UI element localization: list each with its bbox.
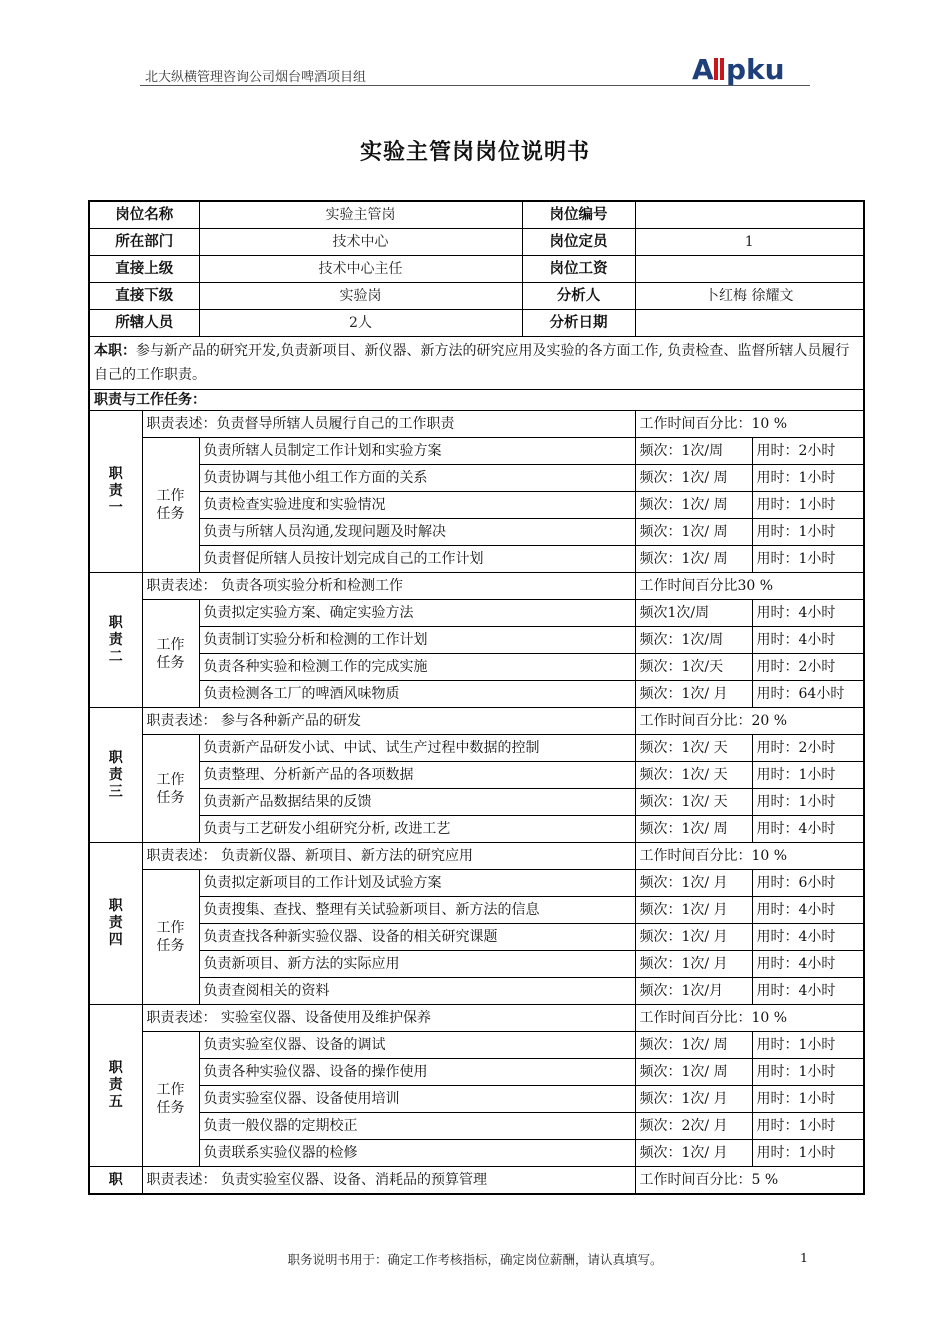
task-row <box>89 735 864 762</box>
task-frequency: 频次：1次/周 <box>635 438 752 465</box>
task-frequency: 频次：1次/ 月 <box>635 1086 752 1113</box>
info-value <box>635 201 864 229</box>
task-text: 负责新产品研发小试、中试、试生产过程中数据的控制 <box>199 735 635 762</box>
work-task-label <box>142 600 199 708</box>
task-frequency: 频次：1次/ 周 <box>635 546 752 573</box>
task-row <box>89 897 864 924</box>
duty-heading-text: 职责一 <box>108 466 123 516</box>
task-duration: 用时：2小时 <box>752 438 864 465</box>
task-row <box>89 1086 864 1113</box>
header-rule <box>140 85 810 86</box>
duty-desc-row <box>89 573 864 600</box>
duty-desc-row <box>89 843 864 870</box>
work-task-text: 工作任务 <box>156 771 185 806</box>
task-duration: 用时：1小时 <box>752 519 864 546</box>
task-frequency: 频次：1次/周 <box>635 627 752 654</box>
task-duration: 用时：2小时 <box>752 735 864 762</box>
info-label: 所在部门 <box>89 229 199 256</box>
task-row <box>89 492 864 519</box>
task-row <box>89 762 864 789</box>
task-duration: 用时：4小时 <box>752 627 864 654</box>
job-description-table <box>88 200 865 1195</box>
task-frequency: 频次：1次/月 <box>635 978 752 1005</box>
allpku-logo <box>690 52 810 86</box>
task-frequency: 频次：1次/ 周 <box>635 816 752 843</box>
duty-description: 职责表述： 参与各种新产品的研发 <box>142 708 635 735</box>
task-row <box>89 951 864 978</box>
task-frequency: 频次：1次/ 天 <box>635 762 752 789</box>
task-text: 负责所辖人员制定工作计划和实验方案 <box>199 438 635 465</box>
task-duration: 用时：1小时 <box>752 1059 864 1086</box>
info-value: 实验岗 <box>199 283 522 310</box>
info-label: 分析日期 <box>522 310 635 337</box>
task-duration: 用时：1小时 <box>752 492 864 519</box>
task-row <box>89 627 864 654</box>
task-text: 负责实验室仪器、设备的调试 <box>199 1032 635 1059</box>
duty-heading-text: 职责二 <box>108 614 123 665</box>
task-text: 负责协调与其他小组工作方面的关系 <box>199 465 635 492</box>
task-text: 负责新产品数据结果的反馈 <box>199 789 635 816</box>
duty-heading <box>89 573 142 708</box>
task-frequency: 频次：1次/ 月 <box>635 924 752 951</box>
task-row <box>89 654 864 681</box>
duty-description: 职责表述：负责督导所辖人员履行自己的工作职责 <box>142 411 635 438</box>
task-row <box>89 600 864 627</box>
task-duration: 用时：4小时 <box>752 816 864 843</box>
duty-heading <box>89 708 142 843</box>
task-row <box>89 1140 864 1167</box>
duty-heading-text: 职责三 <box>108 749 123 800</box>
info-value: 卜红梅 徐耀文 <box>635 283 864 310</box>
duty-heading-text: 职责五 <box>108 1060 123 1110</box>
task-frequency: 频次：1次/ 天 <box>635 735 752 762</box>
task-text: 负责联系实验仪器的检修 <box>199 1140 635 1167</box>
task-text: 负责拟定实验方案、确定实验方法 <box>199 600 635 627</box>
task-text: 负责整理、分析新产品的各项数据 <box>199 762 635 789</box>
task-frequency: 频次：1次/ 周 <box>635 465 752 492</box>
work-task-label <box>142 870 199 1005</box>
duty-time-percent: 工作时间百分比：10 % <box>635 411 864 438</box>
task-text: 负责检测各工厂的啤酒风味物质 <box>199 681 635 708</box>
summary-text: 参与新产品的研究开发,负责新项目、新仪器、新方法的研究应用及实验的各方面工作, 负责检查、监督所辖人员履行自己的工作职责。 <box>94 343 850 383</box>
work-task-label <box>142 1032 199 1167</box>
task-duration: 用时：1小时 <box>752 465 864 492</box>
task-row <box>89 1059 864 1086</box>
task-duration: 用时：64小时 <box>752 681 864 708</box>
duty-desc-row <box>89 708 864 735</box>
info-value: 2人 <box>199 310 522 337</box>
task-duration: 用时：1小时 <box>752 1086 864 1113</box>
task-text: 负责查找各种新实验仪器、设备的相关研究课题 <box>199 924 635 951</box>
task-row <box>89 465 864 492</box>
task-duration: 用时：1小时 <box>752 546 864 573</box>
info-value: 技术中心 <box>199 229 522 256</box>
task-row <box>89 681 864 708</box>
task-frequency: 频次1次/周 <box>635 600 752 627</box>
task-frequency: 频次：2次/ 月 <box>635 1113 752 1140</box>
work-task-text: 工作任务 <box>156 488 185 522</box>
task-duration: 用时：4小时 <box>752 600 864 627</box>
duty-heading: 职 <box>89 1167 142 1195</box>
duty-heading <box>89 1005 142 1167</box>
info-value: 实验主管岗 <box>199 201 522 229</box>
duty-heading <box>89 843 142 1005</box>
task-row <box>89 924 864 951</box>
summary-label: 本职： <box>94 343 136 359</box>
task-text: 负责搜集、查找、整理有关试验新项目、新方法的信息 <box>199 897 635 924</box>
footer-note: 职务说明书用于：确定工作考核指标，确定岗位薪酬，请认真填写。 <box>287 1252 663 1267</box>
info-label: 岗位工资 <box>522 256 635 283</box>
duties-title: 职责与工作任务： <box>89 390 864 411</box>
task-text: 负责与所辖人员沟通,发现问题及时解决 <box>199 519 635 546</box>
duty-desc-row <box>89 1005 864 1032</box>
duty-heading <box>89 411 142 573</box>
task-frequency: 频次：1次/ 月 <box>635 897 752 924</box>
task-text: 负责督促所辖人员按计划完成自己的工作计划 <box>199 546 635 573</box>
info-value: 1 <box>635 229 864 256</box>
info-label: 岗位编号 <box>522 201 635 229</box>
task-frequency: 频次：1次/ 周 <box>635 519 752 546</box>
task-row <box>89 519 864 546</box>
svg-text:pku: pku <box>726 53 785 86</box>
task-duration: 用时：4小时 <box>752 951 864 978</box>
duty-time-percent: 工作时间百分比：5 % <box>635 1167 864 1195</box>
work-task-label <box>142 438 199 573</box>
work-task-text: 工作任务 <box>156 920 185 954</box>
task-text: 负责各种实验仪器、设备的操作使用 <box>199 1059 635 1086</box>
task-row <box>89 789 864 816</box>
info-label: 所辖人员 <box>89 310 199 337</box>
page-number: 1 <box>800 1250 808 1265</box>
duty-desc-row <box>89 411 864 438</box>
task-text: 负责检查实验进度和实验情况 <box>199 492 635 519</box>
task-text: 负责拟定新项目的工作计划及试验方案 <box>199 870 635 897</box>
task-text: 负责与工艺研发小组研究分析, 改进工艺 <box>199 816 635 843</box>
task-frequency: 频次：1次/天 <box>635 654 752 681</box>
info-row <box>89 256 864 283</box>
task-frequency: 频次：1次/ 周 <box>635 492 752 519</box>
info-row <box>89 229 864 256</box>
task-frequency: 频次：1次/ 月 <box>635 1140 752 1167</box>
task-frequency: 频次：1次/ 周 <box>635 1032 752 1059</box>
page-title: 实验主管岗岗位说明书 <box>359 140 590 165</box>
task-row <box>89 1113 864 1140</box>
task-duration: 用时：1小时 <box>752 1032 864 1059</box>
task-duration: 用时：4小时 <box>752 978 864 1005</box>
info-label: 分析人 <box>522 283 635 310</box>
duty-time-percent: 工作时间百分比：10 % <box>635 843 864 870</box>
info-label: 直接下级 <box>89 283 199 310</box>
task-duration: 用时：1小时 <box>752 789 864 816</box>
task-frequency: 频次：1次/ 月 <box>635 870 752 897</box>
duty-time-percent: 工作时间百分比30 % <box>635 573 864 600</box>
info-label: 岗位定员 <box>522 229 635 256</box>
task-row <box>89 978 864 1005</box>
task-duration: 用时：4小时 <box>752 897 864 924</box>
duty-description: 职责表述： 负责实验室仪器、设备、消耗品的预算管理 <box>142 1167 635 1195</box>
task-text: 负责新项目、新方法的实际应用 <box>199 951 635 978</box>
svg-text:A: A <box>692 53 714 86</box>
work-task-label <box>142 735 199 843</box>
work-task-text: 工作任务 <box>156 636 185 671</box>
task-duration: 用时：2小时 <box>752 654 864 681</box>
info-value <box>635 310 864 337</box>
duty-time-percent: 工作时间百分比：10 % <box>635 1005 864 1032</box>
task-duration: 用时：4小时 <box>752 924 864 951</box>
info-label: 直接上级 <box>89 256 199 283</box>
info-value: 技术中心主任 <box>199 256 522 283</box>
work-task-text: 工作任务 <box>156 1082 185 1116</box>
info-row <box>89 283 864 310</box>
task-row <box>89 870 864 897</box>
duty-description: 职责表述： 负责新仪器、新项目、新方法的研究应用 <box>142 843 635 870</box>
info-row <box>89 201 864 229</box>
header-org: 北大纵横管理咨询公司烟台啤酒项目组 <box>145 70 367 85</box>
task-text: 负责各种实验和检测工作的完成实施 <box>199 654 635 681</box>
duty-description: 职责表述： 实验室仪器、设备使用及维护保养 <box>142 1005 635 1032</box>
task-frequency: 频次：1次/ 周 <box>635 1059 752 1086</box>
info-label: 岗位名称 <box>89 201 199 229</box>
task-text: 负责制订实验分析和检测的工作计划 <box>199 627 635 654</box>
task-frequency: 频次：1次/ 月 <box>635 951 752 978</box>
duty-description: 职责表述： 负责各项实验分析和检测工作 <box>142 573 635 600</box>
duty-heading-text: 职责四 <box>108 898 123 948</box>
duties-title-row <box>89 390 864 411</box>
task-text: 负责查阅相关的资料 <box>199 978 635 1005</box>
task-frequency: 频次：1次/ 天 <box>635 789 752 816</box>
task-duration: 用时：1小时 <box>752 762 864 789</box>
task-duration: 用时：1小时 <box>752 1113 864 1140</box>
task-row <box>89 546 864 573</box>
task-row <box>89 816 864 843</box>
task-row <box>89 438 864 465</box>
task-text: 负责实验室仪器、设备使用培训 <box>199 1086 635 1113</box>
task-frequency: 频次：1次/ 月 <box>635 681 752 708</box>
info-row <box>89 310 864 337</box>
duty-desc-row <box>89 1167 864 1195</box>
task-text: 负责一般仪器的定期校正 <box>199 1113 635 1140</box>
task-duration: 用时：1小时 <box>752 1140 864 1167</box>
task-duration: 用时：6小时 <box>752 870 864 897</box>
task-row <box>89 1032 864 1059</box>
duty-time-percent: 工作时间百分比：20 % <box>635 708 864 735</box>
job-summary <box>89 337 864 390</box>
summary-row <box>89 337 864 390</box>
info-value <box>635 256 864 283</box>
